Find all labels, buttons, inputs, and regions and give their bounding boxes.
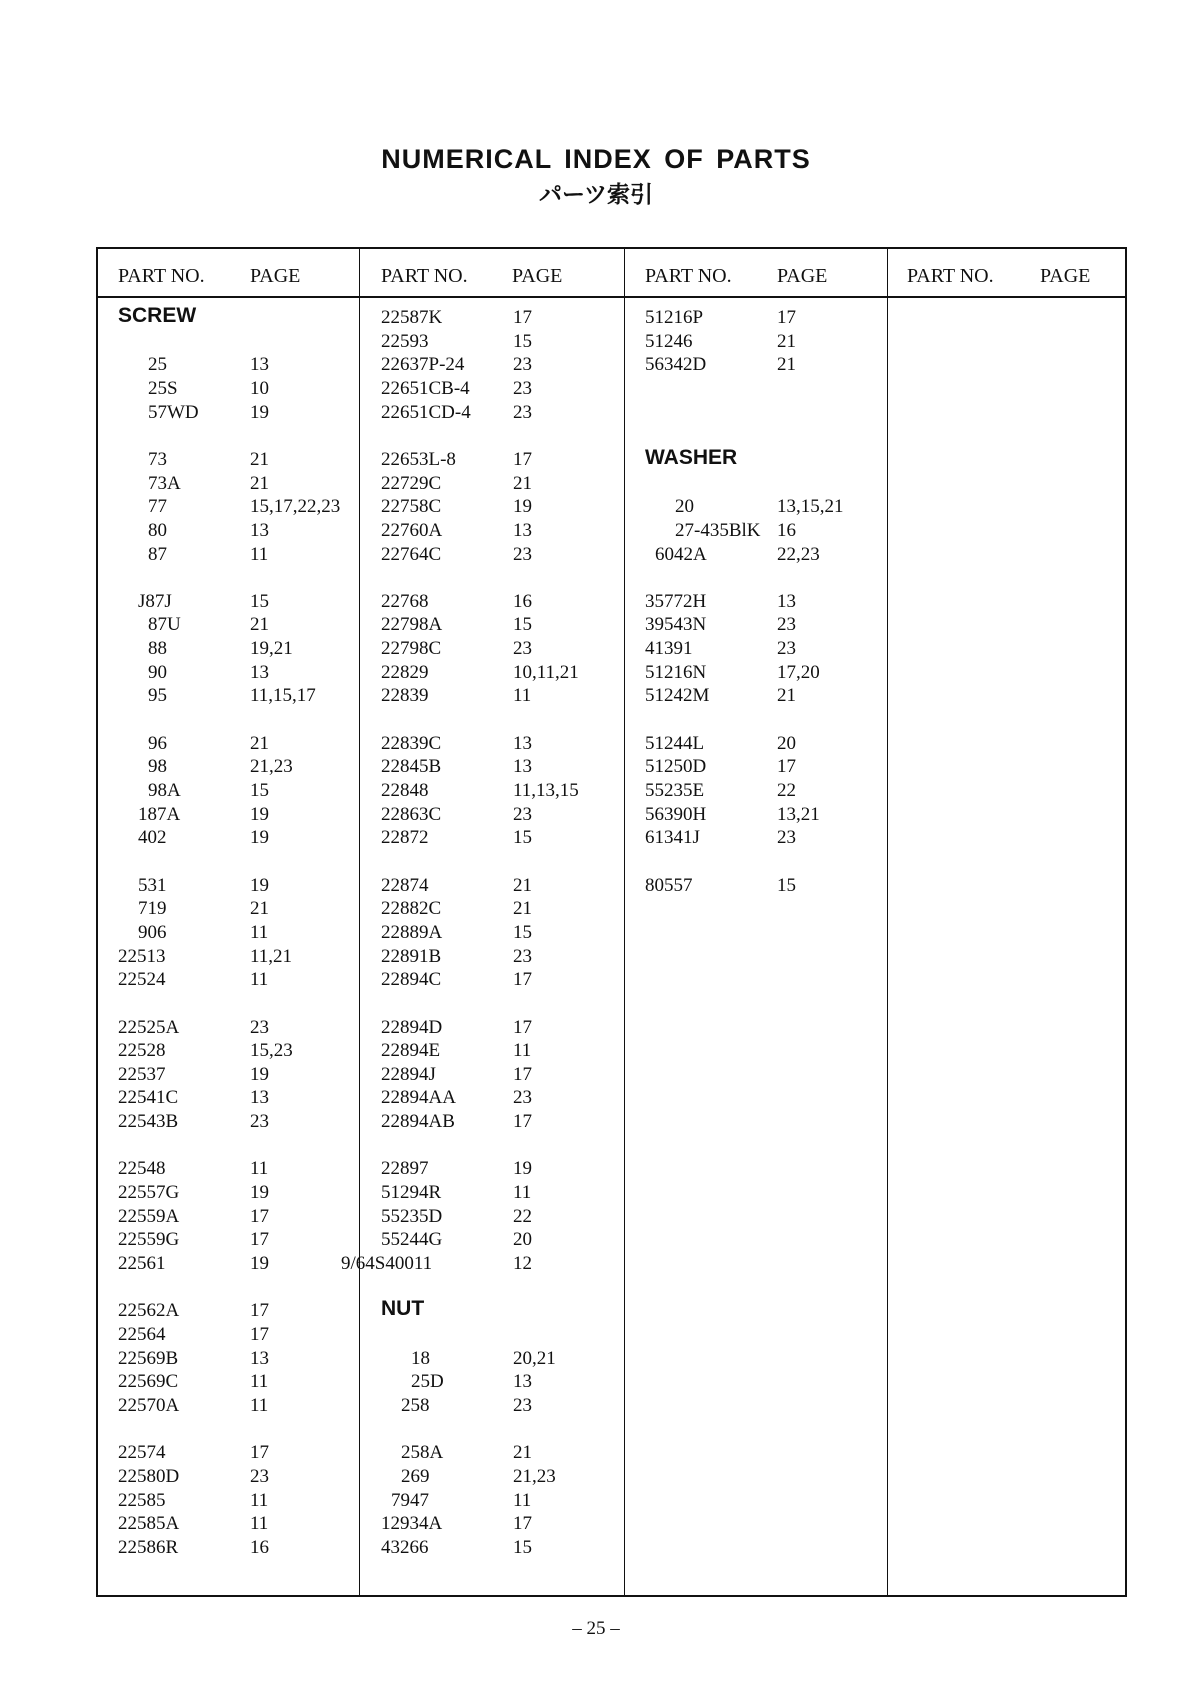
part-number: 22528	[118, 1040, 166, 1062]
page-ref: 13	[250, 519, 269, 541]
page-ref: 11	[250, 543, 269, 565]
page-ref: 11,21	[250, 945, 293, 967]
part-number: 51250D	[645, 756, 707, 778]
page-ref: 17	[250, 1205, 269, 1227]
part-number: 55235E	[645, 780, 705, 801]
page-ref: 17	[513, 1063, 532, 1085]
page-ref: 10	[250, 377, 269, 399]
part-number: 22848	[381, 780, 429, 801]
part-number: 96	[148, 732, 167, 754]
part-number: 22839C	[381, 732, 442, 754]
header-part-no: PART NO.	[118, 265, 205, 287]
page-ref: 17	[250, 1442, 269, 1464]
part-number: 22548	[118, 1158, 166, 1180]
page-title: NUMERICAL INDEX OF PARTS	[381, 144, 811, 174]
part-number: 719	[138, 898, 167, 920]
part-number: 22863C	[381, 803, 442, 825]
page-ref: 13	[513, 756, 532, 778]
part-number: 87U	[148, 614, 181, 636]
part-number: 22513	[118, 945, 166, 967]
part-number: 22651CD-4	[381, 401, 471, 423]
page-ref: 10,11,21	[513, 661, 579, 683]
part-number: 22637P-24	[381, 354, 465, 376]
page-ref: 23	[513, 1087, 532, 1109]
page-ref: 20	[513, 1229, 532, 1251]
page-ref: 17	[250, 1300, 269, 1322]
part-number: 41391	[645, 638, 693, 660]
part-number: 55235D	[381, 1205, 443, 1227]
part-number: 22585	[118, 1489, 166, 1511]
page-ref: 23	[250, 1465, 269, 1487]
part-number: 187A	[138, 803, 181, 825]
part-number: 22891B	[381, 945, 442, 967]
part-number: 22760A	[381, 519, 443, 541]
page-ref: 19	[250, 803, 269, 825]
part-number: 22764C	[381, 543, 442, 565]
column-divider	[359, 249, 360, 1595]
page-ref: 17	[777, 307, 796, 328]
page-ref: 11	[250, 921, 269, 943]
part-number: 258A	[401, 1442, 444, 1464]
page-ref: 13	[777, 590, 796, 612]
page-ref: 21	[250, 898, 269, 920]
part-number: 22829	[381, 661, 429, 683]
header-part-no: PART NO.	[645, 265, 732, 287]
page-ref: 15,17,22,23	[250, 496, 341, 518]
page-ref: 13,21	[777, 803, 820, 825]
page-ref: 19	[250, 401, 269, 423]
page-ref: 17	[777, 756, 796, 778]
page-ref: 23	[513, 638, 532, 660]
part-number: 25D	[411, 1371, 444, 1393]
part-number: 56342D	[645, 354, 707, 376]
page-ref: 22	[513, 1205, 532, 1227]
page-ref: 15	[513, 330, 532, 352]
part-number: 56390H	[645, 803, 707, 825]
part-number: J87J	[138, 590, 172, 612]
part-number: 27-435BlK	[675, 519, 761, 541]
part-number: 22524	[118, 969, 166, 991]
page-ref: 15	[513, 921, 532, 943]
page-ref: 11	[250, 1394, 269, 1416]
part-number: 51294R	[381, 1182, 442, 1204]
part-number: 22894D	[381, 1016, 443, 1038]
part-number: 22559G	[118, 1229, 180, 1251]
section-heading-nut: NUT	[381, 1297, 425, 1321]
part-number: 98A	[148, 780, 181, 801]
column-divider	[887, 249, 888, 1595]
header-page: PAGE	[250, 265, 301, 287]
part-number: 22894C	[381, 969, 442, 991]
page-ref: 17	[513, 969, 532, 991]
page-ref: 21	[777, 354, 796, 376]
page-ref: 19	[250, 1253, 269, 1274]
page-ref: 11	[250, 969, 269, 991]
section-heading-screw: SCREW	[118, 304, 197, 327]
page-ref: 21	[777, 685, 796, 707]
part-number: 22894J	[381, 1063, 436, 1085]
page-ref: 17	[513, 1016, 532, 1038]
part-number: 22537	[118, 1063, 166, 1085]
page-ref: 17	[250, 1229, 269, 1251]
page-ref: 19	[250, 1063, 269, 1085]
page-ref: 11,13,15	[513, 780, 579, 801]
header-part-no: PART NO.	[381, 265, 468, 287]
page-ref: 21	[513, 1442, 532, 1464]
page-ref: 17	[250, 1323, 269, 1345]
part-number: 22574	[118, 1442, 166, 1464]
part-number: 269	[401, 1465, 430, 1487]
page-ref: 21	[250, 448, 269, 470]
page-ref: 17,20	[777, 661, 820, 683]
part-number: 25S	[148, 377, 178, 399]
part-number: 22587K	[381, 307, 443, 328]
part-number: 22897	[381, 1158, 429, 1180]
page-ref: 13	[250, 661, 269, 683]
page-ref: 15	[777, 874, 796, 896]
page-ref: 11	[250, 1513, 269, 1535]
part-number: 22798A	[381, 614, 443, 636]
part-number: 22874	[381, 874, 429, 896]
part-number: 22569B	[118, 1347, 179, 1369]
page-ref: 11,15,17	[250, 685, 316, 707]
part-number: 43266	[381, 1536, 429, 1558]
page-ref: 23	[250, 1111, 269, 1133]
page-ref: 11	[513, 1489, 532, 1511]
part-number: 531	[138, 874, 167, 896]
part-number: 22894AA	[381, 1087, 456, 1109]
page-ref: 23	[250, 1016, 269, 1038]
part-number: 22569C	[118, 1371, 179, 1393]
part-number: 6042A	[655, 543, 707, 565]
part-number: 22562A	[118, 1300, 180, 1322]
part-number: 35772H	[645, 590, 707, 612]
page-ref: 13	[513, 519, 532, 541]
part-number: 22882C	[381, 898, 442, 920]
page-ref: 19	[513, 496, 532, 518]
page-ref: 17	[513, 1513, 532, 1535]
page-ref: 15,23	[250, 1040, 293, 1062]
part-number: 77	[148, 496, 167, 518]
part-number: 22729C	[381, 472, 442, 494]
part-number: 22525A	[118, 1016, 180, 1038]
page-ref: 23	[777, 614, 796, 636]
page-ref: 15	[250, 780, 269, 801]
page-ref: 21	[250, 472, 269, 494]
page-ref: 20	[777, 732, 796, 754]
part-number: 51246	[645, 330, 693, 352]
page-ref: 21	[513, 874, 532, 896]
part-number: 39543N	[645, 614, 707, 636]
part-number: 73A	[148, 472, 181, 494]
page-ref: 19	[250, 827, 269, 849]
part-number: 57WD	[148, 401, 199, 423]
part-number: 22586R	[118, 1536, 179, 1558]
column-divider	[624, 249, 625, 1595]
page-ref: 22,23	[777, 543, 820, 565]
page-ref: 23	[513, 945, 532, 967]
part-number: 22889A	[381, 921, 443, 943]
part-number: 95	[148, 685, 167, 707]
header-divider	[98, 296, 1125, 298]
page-ref: 17	[513, 1111, 532, 1133]
part-number: 87	[148, 543, 167, 565]
page-ref: 13	[250, 354, 269, 376]
part-number: 61341J	[645, 827, 700, 849]
page-ref: 17	[513, 448, 532, 470]
page-ref: 17	[513, 307, 532, 328]
page-ref: 23	[777, 827, 796, 849]
part-number: 51216N	[645, 661, 707, 683]
header-part-no: PART NO.	[907, 265, 994, 287]
part-number: 22561	[118, 1253, 166, 1274]
part-number: 18	[411, 1347, 430, 1369]
part-number: 22768	[381, 590, 429, 612]
page-ref: 15	[513, 614, 532, 636]
part-number: 88	[148, 638, 167, 660]
page-subtitle: パーツ索引	[538, 182, 654, 208]
part-number: 20	[675, 496, 694, 518]
part-number: 80557	[645, 874, 693, 896]
page-ref: 21,23	[250, 756, 293, 778]
part-number: 402	[138, 827, 167, 849]
page-ref: 23	[513, 354, 532, 376]
part-number: 22570A	[118, 1394, 180, 1416]
page-ref: 13,15,21	[777, 496, 844, 518]
part-number: 22872	[381, 827, 429, 849]
page-ref: 19,21	[250, 638, 293, 660]
page-ref: 12	[513, 1253, 532, 1274]
part-number: 98	[148, 756, 167, 778]
page-ref: 21	[250, 732, 269, 754]
part-number: 22651CB-4	[381, 377, 470, 399]
page-ref: 13	[513, 1371, 532, 1393]
header-page: PAGE	[1040, 265, 1091, 287]
part-number: 22543B	[118, 1111, 179, 1133]
page-ref: 11	[513, 1040, 532, 1062]
page-ref: 22	[777, 780, 796, 801]
page-ref: 23	[513, 377, 532, 399]
parts-index-table	[96, 247, 1127, 1597]
page-ref: 13	[513, 732, 532, 754]
page-ref: 23	[513, 1394, 532, 1416]
part-number: 90	[148, 661, 167, 683]
page-ref: 23	[777, 638, 796, 660]
part-number: 9/64S40011	[341, 1253, 433, 1274]
part-number: 258	[401, 1394, 430, 1416]
part-number: 25	[148, 354, 167, 376]
page-ref: 13	[250, 1347, 269, 1369]
part-number: 51244L	[645, 732, 705, 754]
part-number: 51242M	[645, 685, 710, 707]
part-number: 12934A	[381, 1513, 443, 1535]
part-number: 22580D	[118, 1465, 180, 1487]
part-number: 55244G	[381, 1229, 443, 1251]
page-ref: 16	[250, 1536, 269, 1558]
page-ref: 21	[513, 898, 532, 920]
part-number: 22839	[381, 685, 429, 707]
part-number: 22653L-8	[381, 448, 456, 470]
page-ref: 15	[250, 590, 269, 612]
page-ref: 11	[250, 1489, 269, 1511]
page-ref: 11	[513, 685, 532, 707]
page-ref: 20,21	[513, 1347, 556, 1369]
page-ref: 15	[513, 1536, 532, 1558]
page-ref: 21	[250, 614, 269, 636]
page-ref: 13	[250, 1087, 269, 1109]
header-page: PAGE	[777, 265, 828, 287]
page-ref: 19	[250, 874, 269, 896]
page-ref: 16	[777, 519, 796, 541]
page-ref: 19	[250, 1182, 269, 1204]
part-number: 7947	[391, 1489, 429, 1511]
page-ref: 21	[777, 330, 796, 352]
part-number: 22845B	[381, 756, 442, 778]
part-number: 22894AB	[381, 1111, 455, 1133]
part-number: 73	[148, 448, 167, 470]
part-number: 22557G	[118, 1182, 180, 1204]
part-number: 22593	[381, 330, 429, 352]
part-number: 22798C	[381, 638, 442, 660]
page-ref: 23	[513, 543, 532, 565]
part-number: 80	[148, 519, 167, 541]
page-ref: 19	[513, 1158, 532, 1180]
part-number: 906	[138, 921, 167, 943]
page-ref: 16	[513, 590, 532, 612]
page-ref: 21	[513, 472, 532, 494]
part-number: 22541C	[118, 1087, 179, 1109]
page-ref: 23	[513, 401, 532, 423]
page-ref: 11	[250, 1158, 269, 1180]
page-ref: 11	[513, 1182, 532, 1204]
section-heading-washer: WASHER	[645, 445, 738, 469]
part-number: 22564	[118, 1323, 166, 1345]
page-ref: 21,23	[513, 1465, 556, 1487]
part-number: 51216P	[645, 307, 704, 328]
part-number: 22758C	[381, 496, 442, 518]
part-number: 22559A	[118, 1205, 180, 1227]
page-ref: 15	[513, 827, 532, 849]
part-number: 22894E	[381, 1040, 441, 1062]
page-ref: 11	[250, 1371, 269, 1393]
page-number: – 25 –	[572, 1618, 620, 1639]
header-page: PAGE	[512, 265, 563, 287]
page-ref: 23	[513, 803, 532, 825]
part-number: 22585A	[118, 1513, 180, 1535]
